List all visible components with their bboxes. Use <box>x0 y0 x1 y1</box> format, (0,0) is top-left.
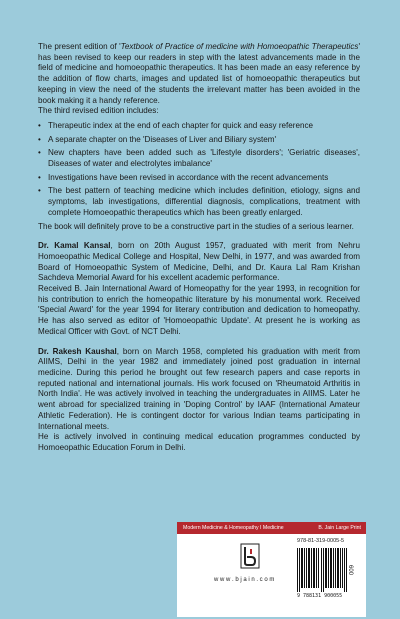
list-item <box>38 173 360 184</box>
bullet-icon: • <box>38 172 41 182</box>
intro-text-start: The present edition of ' <box>38 42 121 51</box>
barcode-icon <box>297 548 347 592</box>
book-title-italic: Textbook of Practice of medicine with Homoeopathic Therapeutics <box>120 42 359 51</box>
b-jain-logo-icon <box>240 543 260 569</box>
list-item <box>38 148 360 169</box>
bullet-icon: • <box>38 148 41 158</box>
author-bio-text: , born on 20th August 1957, graduated with merit from Nehru Homoeopathic Medical College and Hospital, New Delhi, in 1977, and was awarded from Board of Homoeopathic System of Medicine, Delhi, and Dr. Kaura Lal Ram Krishan Sachdeva Memorial Award for his excellent academic performance. <box>38 241 360 283</box>
list-item-text: New chapters have been added such as 'Lifestyle disorders'; 'Geriatric diseases', Diseases of water and electrolytes imbalance' <box>48 148 360 169</box>
imprint-label: B. Jain Large Print <box>318 525 361 531</box>
author-bio-text: , born on March 1958, completed his graduation with merit from AIIMS, Delhi in the year 1982 and immediately joined post graduation in internal medicine. During this period he brought out few research papers and case reports in reputed national and international journals. His work focused on 'Rheumatoid Arthritis in North India'. He was actively involved in teaching the undergraduates in AIIMS. Later he went abroad for specialized training in 'Doping Control' by IAAF (International Amateur Athletic Federation). He is contingent doctor for various Indian teams participating in International meets. <box>38 346 360 431</box>
list-item <box>38 121 360 132</box>
back-cover-text <box>38 42 360 454</box>
series-label: Modern Medicine & Homeopathy I Medicine <box>183 525 284 531</box>
author-kansal-bio <box>38 241 360 284</box>
list-item <box>38 135 360 146</box>
closing-paragraph: The book will definitely prove to be a constructive part in the studies of a serious learner. <box>38 221 354 231</box>
author-name: Dr. Rakesh Kaushal <box>38 346 117 356</box>
list-item-text: A separate chapter on the 'Diseases of Liver and Biliary system' <box>48 134 277 144</box>
list-item-text: Therapeutic index at the end of each chapter for quick and easy reference <box>48 120 314 130</box>
edition-intro: The third revised edition includes: <box>38 106 159 116</box>
list-item-text: Investigations have been revised in accordance with the recent advancements <box>48 172 329 182</box>
intro-text-end: ' has been revised to keep our readers in step with the latest advancements made in the field of medicine and homoeopathic therapeutics. It has been made an easy reference by the addition of flow charts, images and updated list of homoeopathic therapeutics but keeping in view the need of the students the irrelevant matter has been avoided in the book making it a handy reference. <box>38 42 360 105</box>
author-kansal-awards: Received B. Jain International Award of Homeopathy for the year 1993, in recognition for his contribution to enrich the homeopathic literature by his monumental work. Received 'Special Award' for the year 1994 for literary contribution and dedication to homeopathy. He has also served as editor of 'Homoeopathic Update'. At present he is working as Medical Officer with Govt. of NCT Delhi. <box>38 284 360 336</box>
list-item <box>38 186 360 218</box>
edition-features-list <box>38 121 360 219</box>
list-item-text: The best pattern of teaching medicine which includes definition, etiology, signs and symptoms, lab investigations, differential diagnosis, complications, treatment with complete Homoeopathic therapeutics which has been greatly enlarged. <box>48 186 360 217</box>
author-name: Dr. Kamal Kansal <box>38 241 111 251</box>
bullet-icon: • <box>38 134 41 144</box>
price-code: 600 <box>347 565 353 576</box>
publisher-website: w w w . b j a i n . c o m <box>214 577 275 583</box>
author-kaushal-activities: He is actively involved in continuing medical education programmes conducted by Homoeopathic Education Forum in Delhi. <box>38 432 360 452</box>
isbn-text: 978-81-319-0005-5 <box>297 538 345 544</box>
barcode-number: 9 788131 900055 <box>297 593 343 599</box>
publisher-imprint-box <box>177 522 366 617</box>
author-kaushal-bio <box>38 347 360 433</box>
imprint-bar <box>177 522 366 534</box>
intro-paragraph <box>38 42 360 106</box>
bullet-icon: • <box>38 120 41 130</box>
bullet-icon: • <box>38 186 41 196</box>
